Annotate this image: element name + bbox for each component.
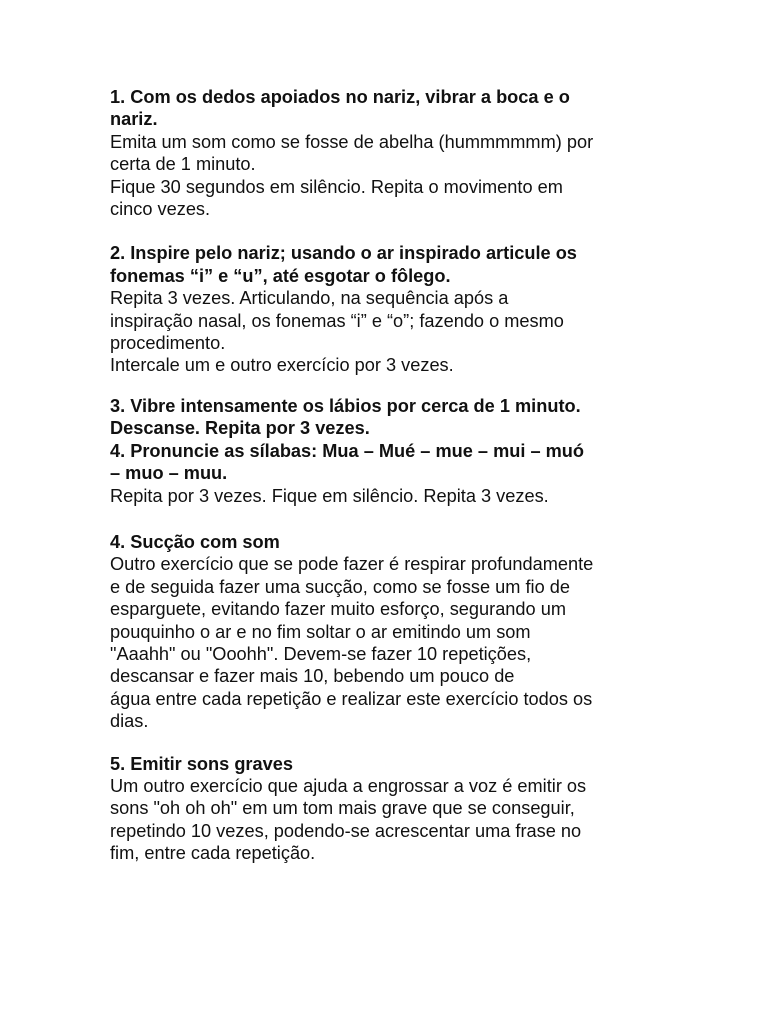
- document-page: [110, 86, 670, 865]
- section-3-body-line: Repita por 3 vezes. Fique em silêncio. Repita 3 vezes.: [110, 485, 549, 506]
- section-1-body-line: cinco vezes.: [110, 199, 211, 220]
- paragraph-gap: [110, 377, 670, 395]
- section-1-body-line: Fique 30 segundos em silêncio. Repita o movimento em: [110, 176, 563, 197]
- section-5-body-line: sons "oh oh oh" em um tom mais grave que se conseguir,: [110, 798, 575, 819]
- section-2-title-line: fonemas “i” e “u”, até esgotar o fôlego.: [110, 265, 451, 286]
- section-1-body-line: Emita um som como se fosse de abelha (hummmmmm) por: [110, 131, 594, 152]
- section-2-body-line: Repita 3 vezes. Articulando, na sequência após a: [110, 288, 509, 309]
- section-3-title-line: 4. Pronuncie as sílabas: Mua – Mué – mue – mui – muó: [110, 440, 585, 461]
- section-4-body-line: e de seguida fazer uma sucção, como se fosse um fio de: [110, 576, 570, 597]
- section-1: [110, 86, 670, 220]
- section-2-body-line: Intercale um e outro exercício por 3 vezes.: [110, 355, 454, 376]
- section-5: [110, 753, 670, 865]
- section-5-body-line: fim, entre cada repetição.: [110, 843, 316, 864]
- section-5-title-line: 5. Emitir sons graves: [110, 753, 293, 774]
- section-3-title-line: 3. Vibre intensamente os lábios por cerca de 1 minuto.: [110, 395, 581, 416]
- section-4: [110, 531, 670, 733]
- section-2-body-line: procedimento.: [110, 333, 226, 354]
- section-4-body-line: Outro exercício que se pode fazer é respirar profundamente: [110, 554, 594, 575]
- section-5-body-line: repetindo 10 vezes, podendo-se acrescentar uma frase no: [110, 820, 582, 841]
- section-2-title-line: 2. Inspire pelo nariz; usando o ar inspirado articule os: [110, 243, 577, 264]
- section-4-body-line: descansar e fazer mais 10, bebendo um pouco de: [110, 666, 515, 687]
- paragraph-gap: [110, 507, 670, 531]
- section-3: [110, 395, 670, 507]
- paragraph-gap: [110, 733, 670, 753]
- section-1-body-line: certa de 1 minuto.: [110, 154, 256, 175]
- section-4-title-line: 4. Sucção com som: [110, 531, 280, 552]
- section-2: [110, 242, 670, 376]
- section-4-body-line: pouquinho o ar e no fim soltar o ar emitindo um som: [110, 621, 531, 642]
- section-1-title-line: 1. Com os dedos apoiados no nariz, vibrar a boca e o: [110, 87, 570, 107]
- section-3-title-line: Descanse. Repita por 3 vezes.: [110, 418, 370, 439]
- paragraph-gap: [110, 220, 670, 242]
- section-4-body-line: "Aaahh" ou "Ooohh". Devem-se fazer 10 repetições,: [110, 643, 532, 664]
- section-4-body-line: água entre cada repetição e realizar este exercício todos os: [110, 688, 593, 709]
- section-5-body-line: Um outro exercício que ajuda a engrossar a voz é emitir os: [110, 775, 587, 796]
- section-4-body-line: dias.: [110, 711, 149, 732]
- section-1-title-line: nariz.: [110, 109, 158, 130]
- section-3-title-line: – muo – muu.: [110, 463, 228, 484]
- section-4-body-line: esparguete, evitando fazer muito esforço, segurando um: [110, 599, 566, 620]
- section-2-body-line: inspiração nasal, os fonemas “i” e “o”; fazendo o mesmo: [110, 310, 564, 331]
